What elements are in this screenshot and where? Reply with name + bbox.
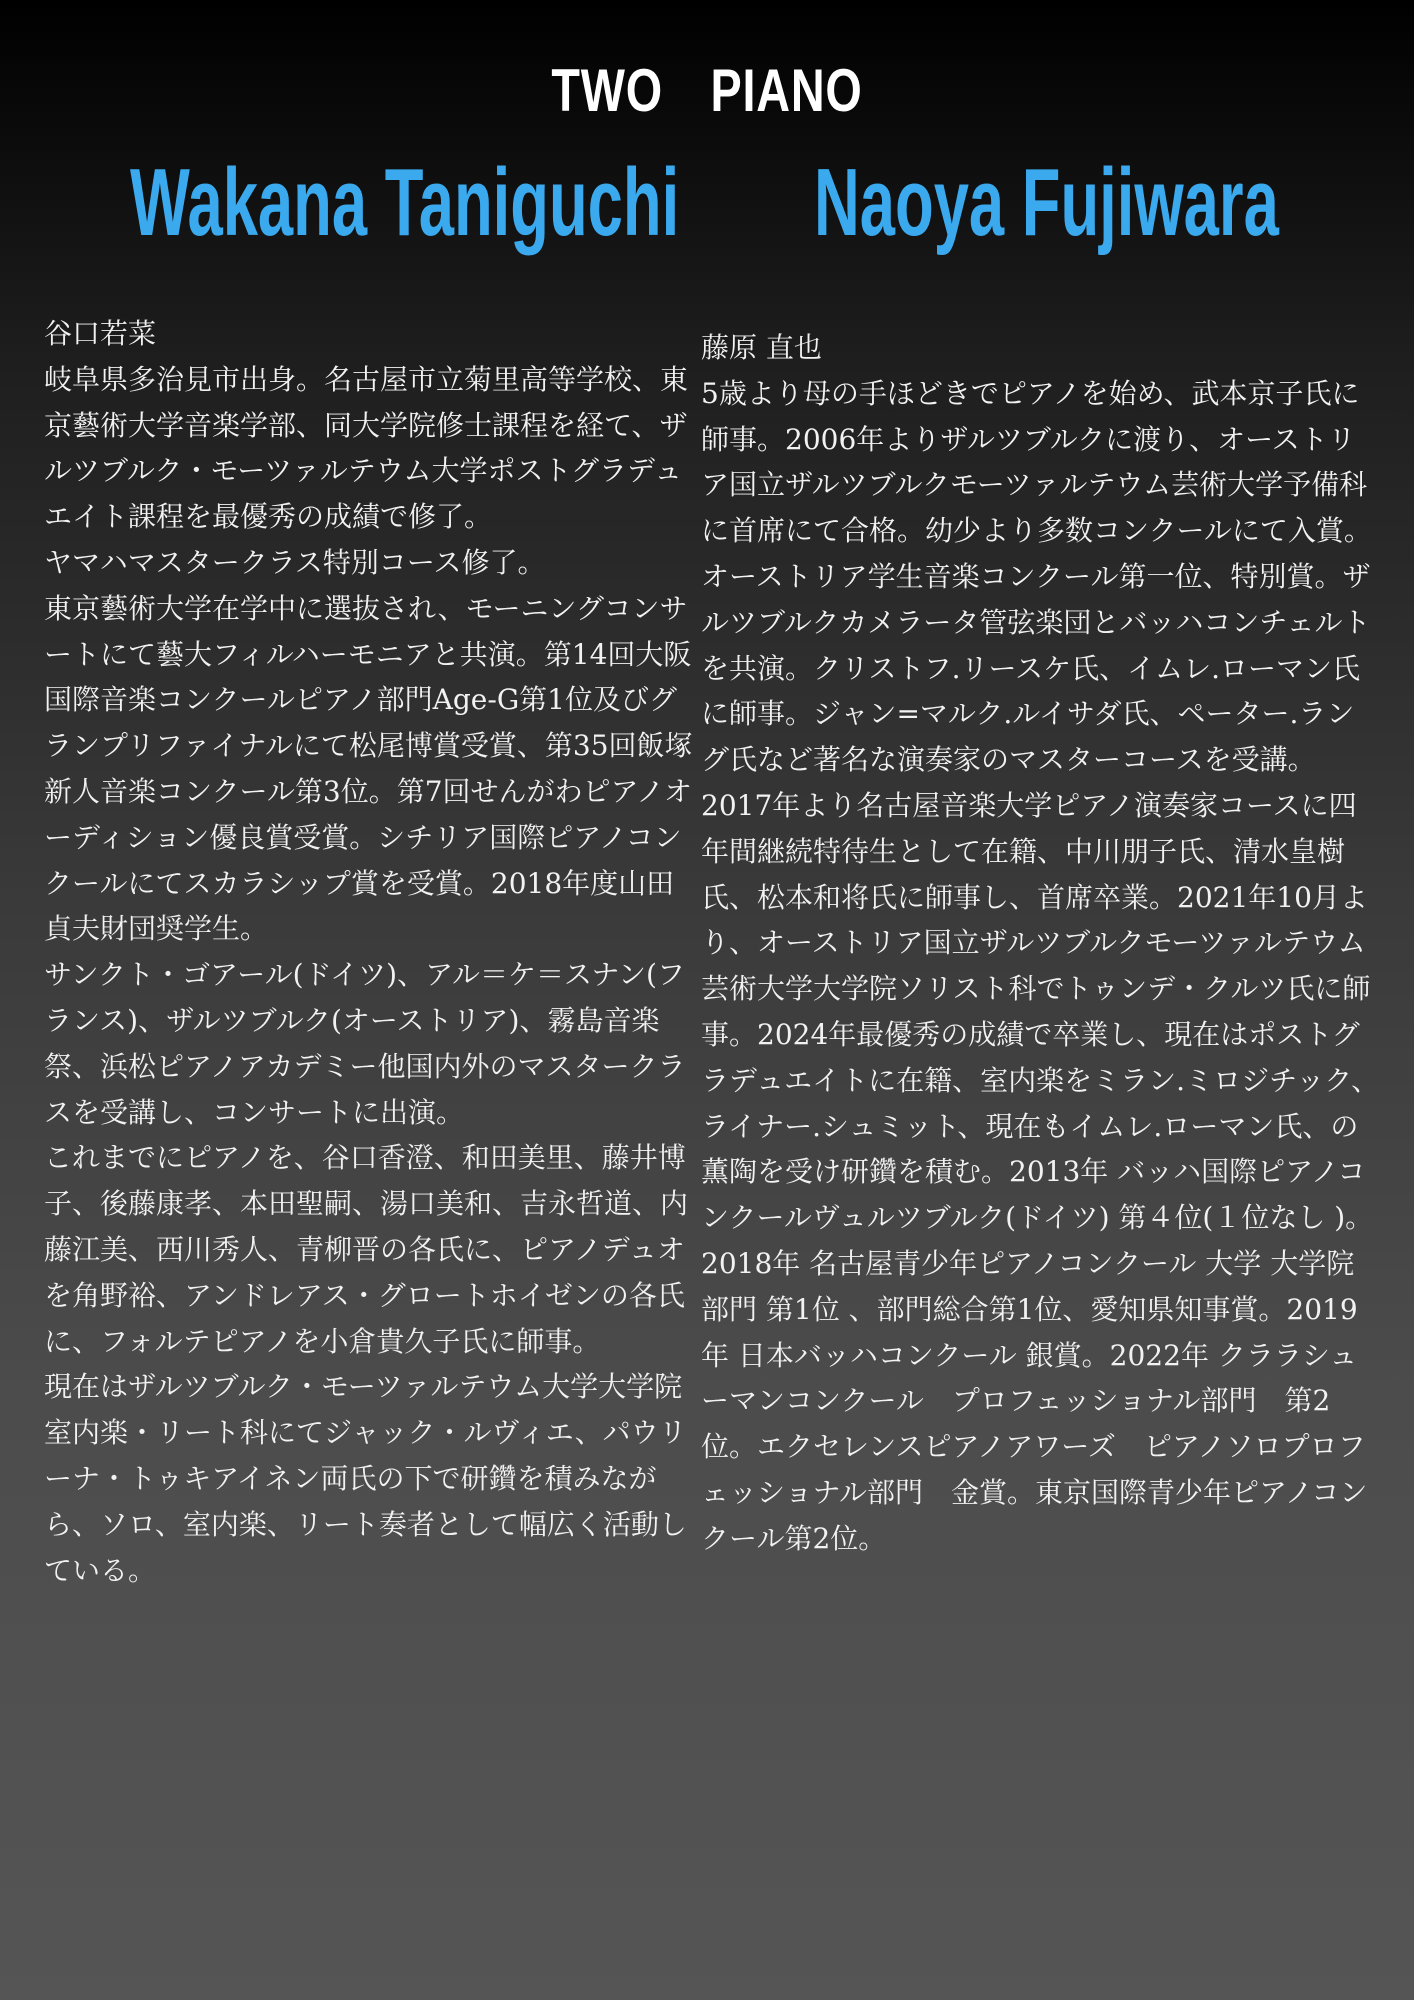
bio-paragraph: 東京藝術大学在学中に選抜され、モーニングコンサートにて藝大フィルハーモニアと共演。第14回大阪国際音楽コンクールピアノ部門Age-G第1位及びグランプリファイナルにて松尾博賞受賞、第35回飯塚新人音楽コンクール第3位。第7回せんがわピアノオーディション優良賞受賞。シチリア国際ピアノコンクールにてスカラシップ賞を受賞。2018年度山田貞夫財団奨学生。 bbox=[44, 591, 693, 946]
bio-paragraph: ヤマハマスタークラス特別コース修了。 bbox=[44, 545, 546, 579]
performer-name-naoya-fujiwara: Naoya Fujiwara bbox=[814, 149, 1279, 256]
bio-paragraph: サンクト・ゴアール(ドイツ)、アル＝ケ＝スナン(フランス)、ザルツブルク(オーストリア)、霧島音楽祭、浜松ピアノアカデミー他国内外のマスタークラスを受講し、コンサートに出演。 bbox=[44, 958, 686, 1129]
biography-naoya-fujiwara bbox=[701, 325, 1381, 1562]
bio-paragraph: 5歳より母の手ほどきでピアノを始め、武本京子氏に師事。2006年よりザルツブルクに渡り、オーストリア国立ザルツブルクモーツァルテウム芸術大学予備科に首席にて合格。幼少より多数コンクールにて入賞。オーストリア学生音楽コンクール第一位、特別賞。ザルツブルクカメラータ管弦楽団とバッハコンチェルトを共演。クリストフ.リースケ氏、イムレ.ローマン氏に師事。ジャン=マルク.ルイサダ氏、ペーター.ラング氏など著名な演奏家のマスターコースを受講。2017年より名古屋音楽大学ピアノ演奏家コースに四年間継続特待生として在籍、中川朋子氏、清水皇樹氏、松本和将氏に師事し、首席卒業。2021年10月より、オーストリア国立ザルツブルクモーツァルテウム芸術大学大学院ソリスト科でトゥンデ・クルツ氏に師事。2024年最優秀の成績で卒業し、現在はポストグラデュエイトに在籍、室内楽をミラン.ミロジチック、ライナー.シュミット、現在もイムレ.ローマン氏、の薫陶を受け研鑽を積む。2013年 バッハ国際ピアノコンクールヴュルツブルク(ドイツ) 第４位(１位なし )。2018年 名古屋青少年ピアノコンクール 大学 大学院部門 第1位 、部門総合第1位、愛知県知事賞。2019年 日本バッハコンクール 銀賞。2022年 クララシューマンコンクール プロフェッショナル部門 第2位。エクセレンスピアノアワーズ ピアノソロプロフェッショナル部門 金賞。東京国際青少年ピアノコンクール第2位。 bbox=[701, 376, 1380, 1555]
bio-paragraph: これまでにピアノを、谷口香澄、和田美里、藤井博子、後藤康孝、本田聖嗣、湯口美和、吉永哲道、内藤江美、西川秀人、青柳晋の各氏に、ピアノデュオを角野裕、アンドレアス・グロートホイゼンの各氏に、フォルテピアノを小倉貴久子氏に師事。 bbox=[44, 1141, 689, 1358]
bio-name-jp: 藤原 直也 bbox=[701, 331, 822, 364]
bio-paragraph: 現在はザルツブルク・モーツァルテウム大学大学院室内楽・リート科にてジャック・ルヴィエ、パウリーナ・トゥキアイネン両氏の下で研鑽を積みながら、ソロ、室内楽、リート奏者として幅広く活動している。 bbox=[44, 1370, 687, 1587]
bio-name-jp: 谷口若菜 bbox=[44, 317, 157, 350]
concert-title: TWO PIANO bbox=[551, 57, 863, 124]
performer-name-wakana-taniguchi: Wakana Taniguchi bbox=[130, 149, 680, 256]
bio-paragraph: 岐阜県多治見市出身。名古屋市立菊里高等学校、東京藝術大学音楽学部、同大学院修士課程を経て、ザルツブルク・モーツァルテウム大学ポストグラデュエイト課程を最優秀の成績で修了。 bbox=[44, 362, 689, 534]
biography-wakana-taniguchi bbox=[44, 311, 694, 1593]
